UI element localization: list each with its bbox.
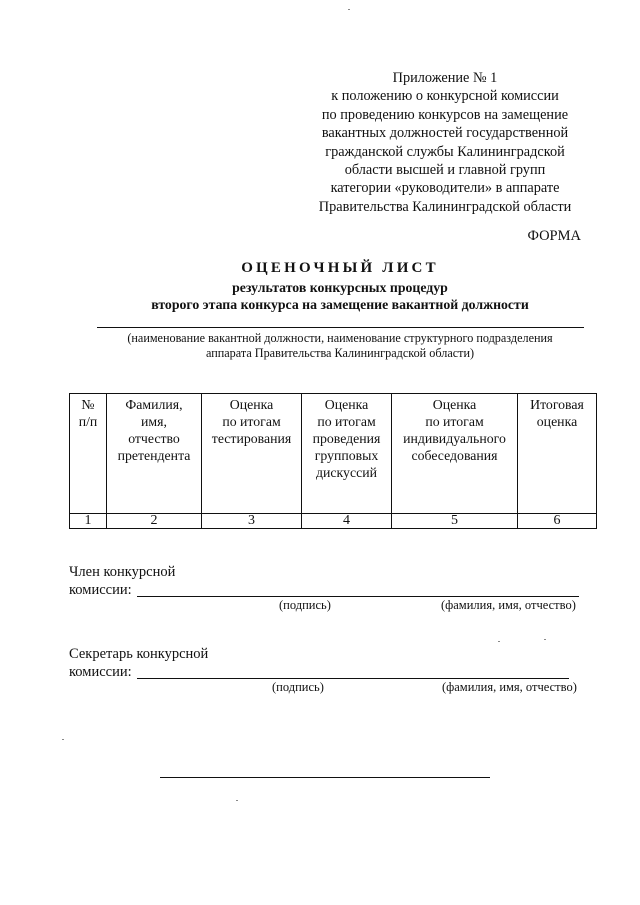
appendix-block [300,69,590,216]
appendix-line: по проведению конкурсов на замещение [321,106,569,123]
column-number: 5 [392,514,518,529]
member-name-caption: (фамилия, имя, отчество) [441,598,576,612]
column-number: 3 [202,514,302,529]
column-number: 4 [302,514,392,529]
appendix-line: Приложение № 1 [392,70,498,86]
member-label: комиссии: [69,582,132,598]
document-title: ОЦЕНОЧНЫЙ ЛИСТ [241,260,439,276]
column-number: 6 [518,514,597,529]
scan-speck [498,641,500,642]
member-signature-caption: (подпись) [279,598,331,612]
position-fill-line [97,327,584,328]
secretary-signature-caption: (подпись) [272,680,324,694]
form-label: ФОРМА [527,228,581,244]
appendix-line: гражданской службы Калининградской [325,143,565,160]
header-cell-interview: Оценка по итогам индивидуального собеседования [392,394,518,514]
appendix-line: вакантных должностей государственной [321,125,569,142]
evaluation-table [69,393,597,529]
position-note: аппарата Правительства Калининградской области) [205,346,475,360]
secretary-signature-line[interactable] [137,678,569,679]
member-signature-line[interactable] [137,596,579,597]
member-label: Член конкурсной [69,564,176,580]
table-header-row [70,394,597,514]
table-number-row [70,514,597,529]
secretary-label: Секретарь конкурсной [69,646,209,662]
header-cell-testing: Оценка по итогам тестирования [202,394,302,514]
position-note: (наименование вакантной должности, наименование структурного подразделения [127,331,553,345]
scan-speck [544,639,546,640]
appendix-line: Правительства Калининградской области [318,198,572,215]
secretary-label: комиссии: [69,664,132,680]
appendix-line: области высшей и главной групп [344,162,546,179]
header-cell-group-discussion: Оценка по итогам проведения групповых дискуссий [302,394,392,514]
header-cell-name: Фамилия, имя, отчество претендента [107,394,202,514]
bottom-rule [160,777,490,778]
document-subtitle: второго этапа конкурса на замещение вакантной должности [151,297,529,312]
column-number: 1 [70,514,107,529]
secretary-name-caption: (фамилия, имя, отчество) [442,680,577,694]
scan-speck [62,739,64,740]
scan-speck [236,800,238,801]
appendix-line: к положению о конкурсной комиссии [331,88,559,105]
header-cell-number: № п/п [70,394,107,514]
header-cell-final-score: Итоговая оценка [518,394,597,514]
scan-speck [348,9,350,10]
column-number: 2 [107,514,202,529]
appendix-line: категории «руководители» в аппарате [330,180,560,197]
document-subtitle: результатов конкурсных процедур [232,280,448,295]
